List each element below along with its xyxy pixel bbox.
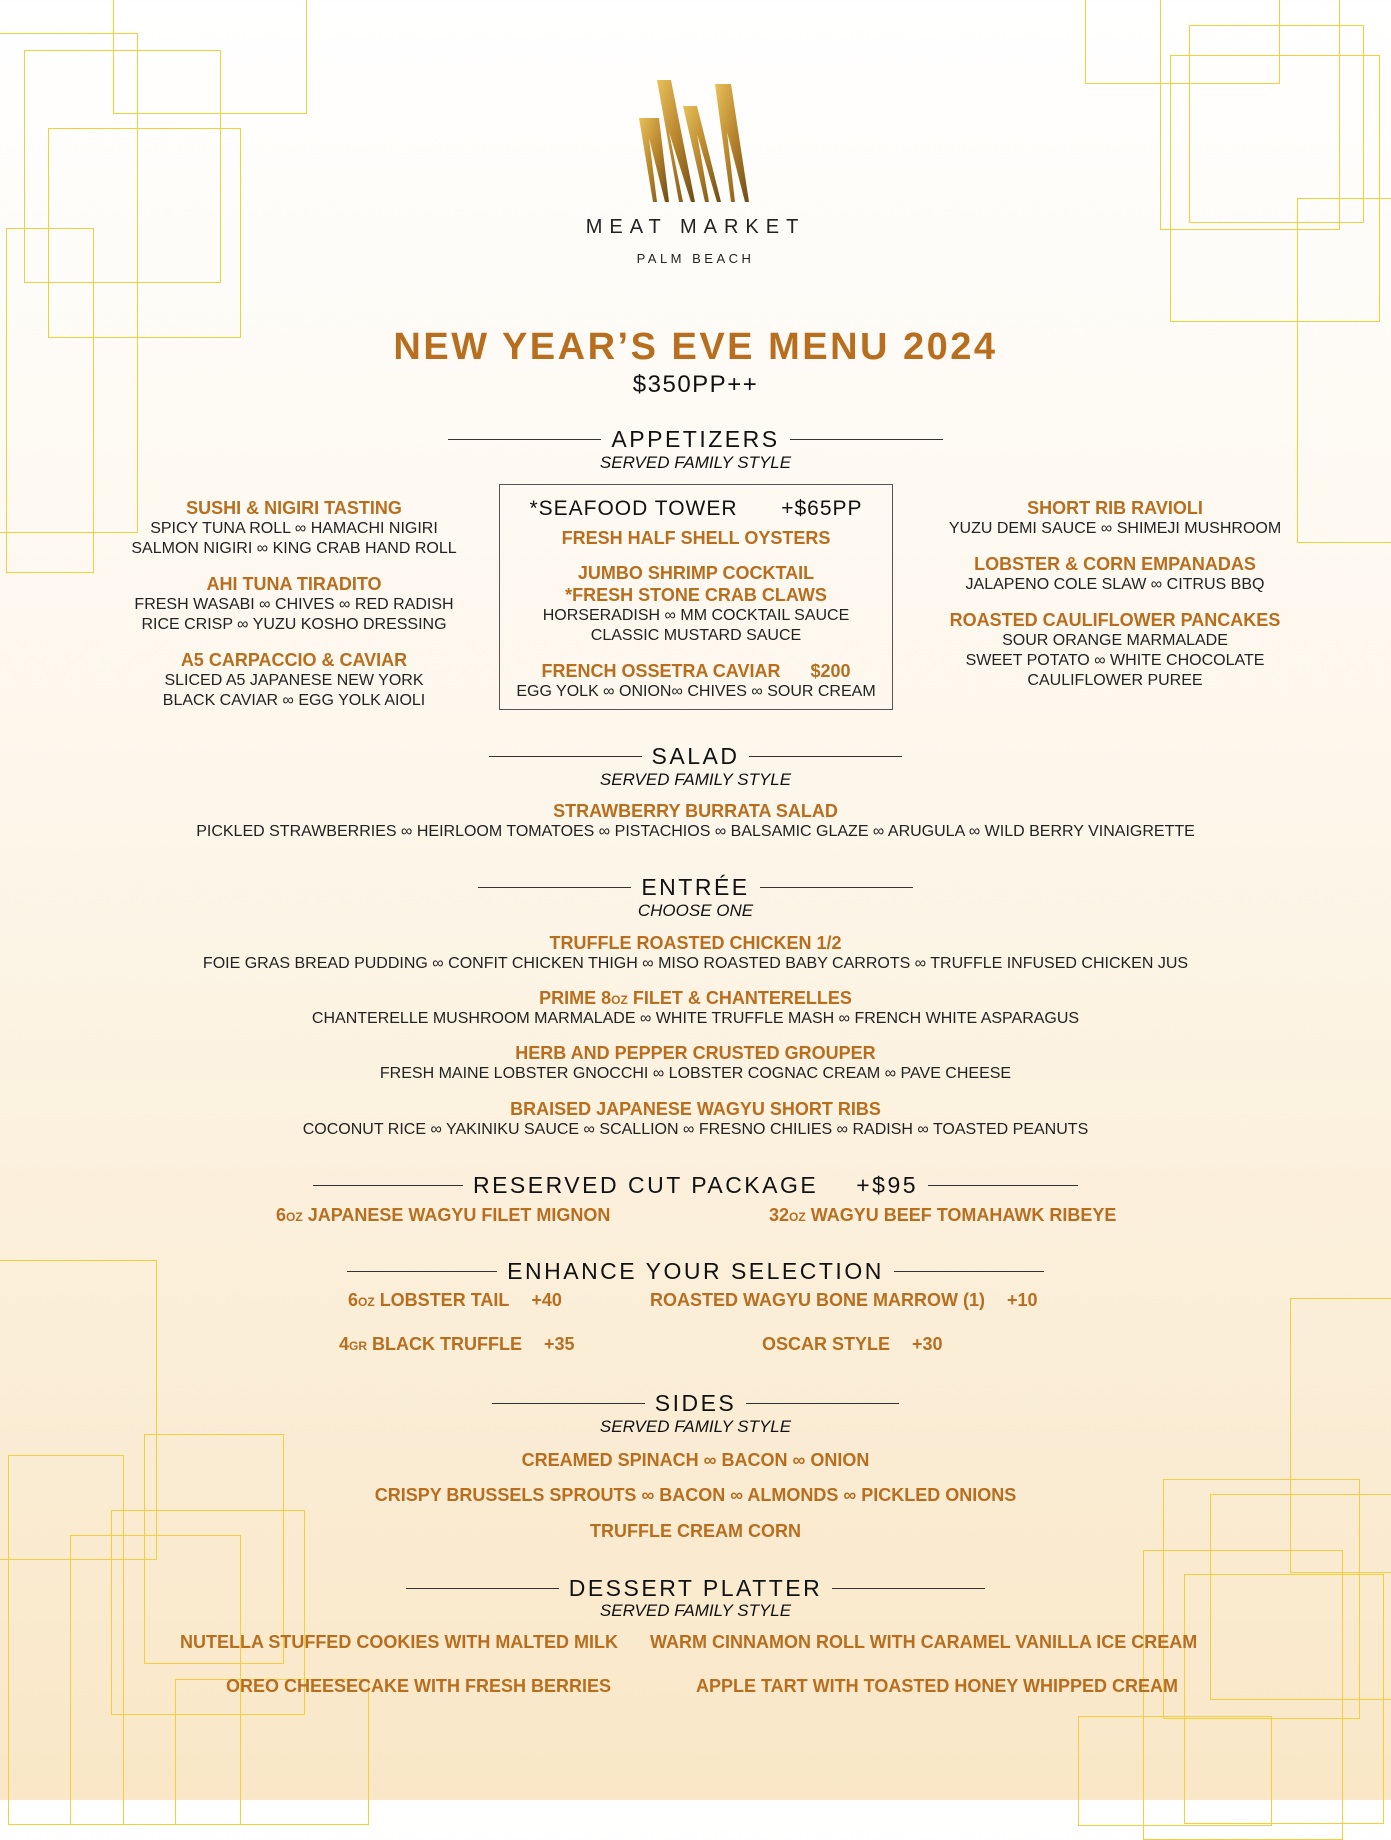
tower-caviar: FRENCH OSSETRA CAVIAR bbox=[541, 661, 781, 681]
appetizer-item: LOBSTER & CORN EMPANADAS JALAPENO COLE SLAW ∞ CITRUS BBQ bbox=[965, 554, 1265, 593]
side-item: TRUFFLE CREAM CORN bbox=[590, 1521, 801, 1541]
side-item: CRISPY BRUSSELS SPROUTS ∞ BACON ∞ ALMONDS ∞ PICKLED ONIONS bbox=[374, 1485, 1017, 1505]
brand-name: MEAT MARKET bbox=[585, 216, 806, 238]
dessert-subheading: SERVED FAMILY STYLE bbox=[599, 1601, 792, 1620]
tower-caviar-desc: EGG YOLK ∞ ONION∞ CHIVES ∞ SOUR CREAM bbox=[516, 683, 876, 700]
reserved-item: 6OZ JAPANESE WAGYU FILET MIGNON bbox=[276, 1205, 611, 1225]
dessert-heading: DESSERT PLATTER bbox=[0, 1575, 1391, 1602]
tower-oysters: FRESH HALF SHELL OYSTERS bbox=[561, 528, 831, 548]
tower-sauce-2: CLASSIC MUSTARD SAUCE bbox=[590, 627, 802, 644]
appetizers-right-column bbox=[905, 497, 1325, 691]
entree-desc: FRESH MAINE LOBSTER GNOCCHI ∞ LOBSTER COGNAC CREAM ∞ PAVE CHEESE bbox=[379, 1065, 1012, 1082]
tower-sauce-1: HORSERADISH ∞ MM COCKTAIL SAUCE bbox=[542, 607, 850, 624]
tower-shrimp: JUMBO SHRIMP COCKTAIL bbox=[577, 563, 815, 583]
entree-name: BRAISED JAPANESE WAGYU SHORT RIBS bbox=[510, 1099, 881, 1119]
tower-crab: *FRESH STONE CRAB CLAWS bbox=[565, 585, 827, 605]
reserved-heading: RESERVED CUT PACKAGE +$95 bbox=[0, 1172, 1391, 1199]
entree-desc: COCONUT RICE ∞ YAKINIKU SAUCE ∞ SCALLION ∞ FRESNO CHILIES ∞ RADISH ∞ TOASTED PEANUTS bbox=[302, 1121, 1089, 1138]
entree-desc: FOIE GRAS BREAD PUDDING ∞ CONFIT CHICKEN THIGH ∞ MISO ROASTED BABY CARROTS ∞ TRUFFLE INFUSED CHICKEN JUS bbox=[202, 955, 1189, 972]
dessert-item: APPLE TART WITH TOASTED HONEY WHIPPED CREAM bbox=[696, 1676, 1179, 1696]
salad-heading: SALAD bbox=[0, 743, 1391, 770]
appetizer-item: A5 CARPACCIO & CAVIAR SLICED A5 JAPANESE NEW YORK BLACK CAVIAR ∞ EGG YOLK AIOLI bbox=[162, 650, 426, 709]
enhance-item: ROASTED WAGYU BONE MARROW (1) +10 bbox=[650, 1290, 1038, 1310]
menu-price: $350PP++ bbox=[632, 371, 759, 398]
salad-desc: PICKLED STRAWBERRIES ∞ HEIRLOOM TOMATOES ∞ PISTACHIOS ∞ BALSAMIC GLAZE ∞ ARUGULA ∞ WILD BERRY VINAIGRETTE bbox=[196, 823, 1195, 840]
tower-price: +$65PP bbox=[781, 497, 863, 520]
reserved-price: +$95 bbox=[856, 1172, 919, 1198]
appetizer-item: SHORT RIB RAVIOLI YUZU DEMI SAUCE ∞ SHIMEJI MUSHROOM bbox=[948, 498, 1282, 537]
appetizer-item: SUSHI & NIGIRI TASTING SPICY TUNA ROLL ∞ HAMACHI NIGIRI SALMON NIGIRI ∞ KING CRAB HAND ROLL bbox=[131, 498, 457, 557]
side-item: CREAMED SPINACH ∞ BACON ∞ ONION bbox=[521, 1450, 870, 1470]
entree-name: PRIME 8OZ FILET & CHANTERELLES bbox=[539, 988, 852, 1008]
appetizers-subheading: SERVED FAMILY STYLE bbox=[599, 453, 792, 472]
enhance-item: 6OZ LOBSTER TAIL +40 bbox=[348, 1290, 562, 1310]
seafood-tower-box bbox=[499, 484, 893, 710]
enhance-item: 4GR BLACK TRUFFLE +35 bbox=[339, 1334, 575, 1354]
crown-logo-icon bbox=[635, 78, 755, 204]
entree-name: TRUFFLE ROASTED CHICKEN 1/2 bbox=[549, 933, 842, 953]
entree-subheading: CHOOSE ONE bbox=[637, 901, 754, 920]
brand-location: PALM BEACH bbox=[636, 251, 755, 266]
appetizers-left-column bbox=[94, 497, 494, 711]
enhance-heading: ENHANCE YOUR SELECTION bbox=[0, 1258, 1391, 1285]
entree-name: HERB AND PEPPER CRUSTED GROUPER bbox=[515, 1043, 876, 1063]
dessert-item: WARM CINNAMON ROLL WITH CARAMEL VANILLA ICE CREAM bbox=[650, 1632, 1198, 1652]
appetizers-heading: APPETIZERS bbox=[0, 426, 1391, 453]
appetizer-item: ROASTED CAULIFLOWER PANCAKES SOUR ORANGE MARMALADE SWEET POTATO ∞ WHITE CHOCOLATE CAULIFLOWER PUREE bbox=[949, 610, 1281, 689]
entree-heading: ENTRÉE bbox=[0, 874, 1391, 901]
salad-name: STRAWBERRY BURRATA SALAD bbox=[553, 801, 838, 821]
salad-subheading: SERVED FAMILY STYLE bbox=[599, 770, 792, 789]
sides-heading: SIDES bbox=[0, 1390, 1391, 1417]
appetizer-item: AHI TUNA TIRADITO FRESH WASABI ∞ CHIVES ∞ RED RADISH RICE CRISP ∞ YUZU KOSHO DRESSING bbox=[134, 574, 454, 633]
logo bbox=[635, 78, 755, 204]
dessert-item: OREO CHEESECAKE WITH FRESH BERRIES bbox=[226, 1676, 612, 1696]
sides-subheading: SERVED FAMILY STYLE bbox=[599, 1417, 792, 1436]
tower-caviar-price: $200 bbox=[810, 661, 851, 681]
menu-title: NEW YEAR’S EVE MENU 2024 bbox=[393, 326, 998, 368]
enhance-item: OSCAR STYLE +30 bbox=[762, 1334, 943, 1354]
tower-title: *SEAFOOD TOWER bbox=[529, 497, 738, 520]
dessert-item: NUTELLA STUFFED COOKIES WITH MALTED MILK bbox=[180, 1632, 618, 1652]
reserved-item: 32OZ WAGYU BEEF TOMAHAWK RIBEYE bbox=[769, 1205, 1117, 1225]
entree-desc: CHANTERELLE MUSHROOM MARMALADE ∞ WHITE TRUFFLE MASH ∞ FRENCH WHITE ASPARAGUS bbox=[311, 1010, 1080, 1027]
